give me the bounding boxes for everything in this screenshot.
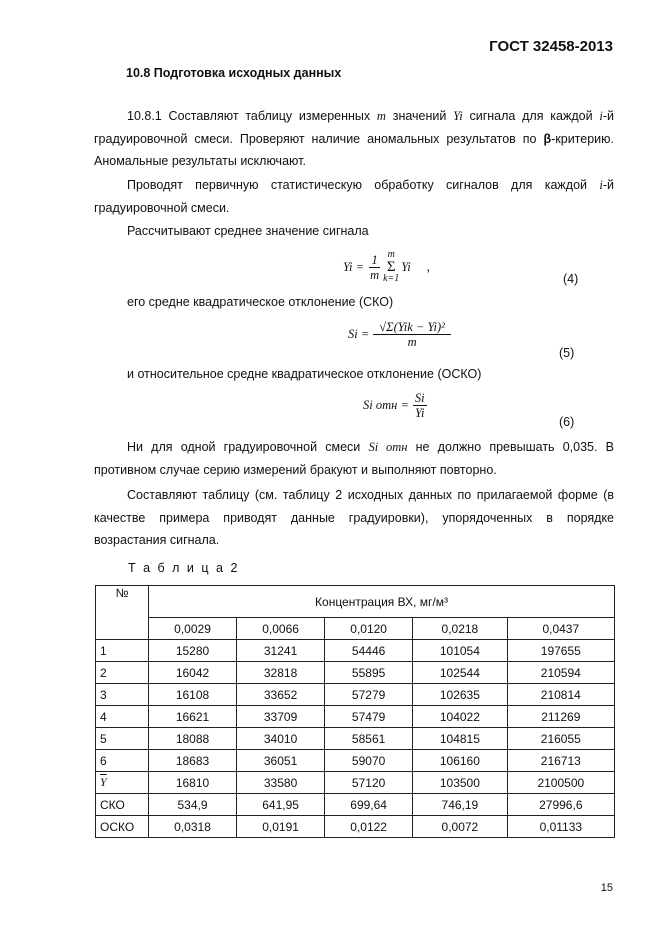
row-label: 2 bbox=[96, 662, 149, 684]
section-title: 10.8 Подготовка исходных данных bbox=[126, 66, 342, 80]
table-cell: 32818 bbox=[237, 662, 325, 684]
standard-number: ГОСТ 32458-2013 bbox=[489, 38, 613, 55]
paragraph-osko: и относительное средне квадратическое отклонение (ОСКО) bbox=[127, 367, 482, 381]
table-cell: 0,0072 bbox=[413, 816, 507, 838]
eq6-denominator: Yi bbox=[415, 406, 425, 420]
table-cell: 103500 bbox=[413, 772, 507, 794]
table-cell: 216055 bbox=[507, 728, 614, 750]
table-cell: 55895 bbox=[325, 662, 413, 684]
math-si-otn: Si отн bbox=[368, 440, 408, 454]
eq5-numerator: √Σ(Yik − Yi)² bbox=[373, 320, 451, 335]
text-run: 10.8.1 Составляют таблицу измеренных bbox=[127, 109, 377, 123]
eq4-sum-top: m bbox=[387, 249, 395, 260]
math-beta: β bbox=[543, 131, 552, 146]
table-cell: 216713 bbox=[507, 750, 614, 772]
eq6-fraction bbox=[413, 391, 427, 420]
table-cell: 104815 bbox=[413, 728, 507, 750]
column-header: 0,0120 bbox=[325, 618, 413, 640]
equation-6 bbox=[363, 391, 427, 420]
table-row-osko bbox=[96, 816, 615, 838]
table-cell: 104022 bbox=[413, 706, 507, 728]
text-run: Ни для одной градуировочной смеси bbox=[127, 440, 369, 454]
table-cell: 31241 bbox=[237, 640, 325, 662]
table-row-mean bbox=[96, 772, 615, 794]
table-cell: 33652 bbox=[237, 684, 325, 706]
eq4-numerator: 1 bbox=[371, 252, 378, 267]
column-header: 0,0029 bbox=[149, 618, 237, 640]
eq6-lhs: Si отн = bbox=[363, 398, 409, 412]
text-run: Составляют таблицу (см. таблицу 2 исходных данных по прилагаемой форме (в качестве примера приводят данные градуировки), упорядоченных в порядке возрастания сигнала. bbox=[94, 488, 614, 547]
text-run: -й градуировочной смеси. bbox=[94, 178, 614, 215]
paragraph-rejection bbox=[94, 436, 614, 481]
equation-number-6: (6) bbox=[559, 415, 575, 429]
table-cell: 16108 bbox=[149, 684, 237, 706]
eq4-sum bbox=[383, 250, 399, 284]
table-cell: 16042 bbox=[149, 662, 237, 684]
equation-number-4: (4) bbox=[563, 272, 579, 286]
table-cell: 699,64 bbox=[325, 794, 413, 816]
row-label: $\overline{Y}$ bbox=[96, 772, 149, 794]
table-cell: 34010 bbox=[237, 728, 325, 750]
table-concentration-row bbox=[96, 618, 615, 640]
column-header: 0,0218 bbox=[413, 618, 507, 640]
text-run: сигнала для каждой bbox=[462, 109, 600, 123]
equation-number-5: (5) bbox=[559, 346, 575, 360]
table-row bbox=[96, 684, 615, 706]
table-cell: 0,0122 bbox=[325, 816, 413, 838]
row-label: СКО bbox=[96, 794, 149, 816]
table-cell: 54446 bbox=[325, 640, 413, 662]
table-corner: № bbox=[96, 586, 149, 640]
table-caption: Т а б л и ц а 2 bbox=[128, 561, 240, 575]
table-cell: 102635 bbox=[413, 684, 507, 706]
table-cell: 18683 bbox=[149, 750, 237, 772]
table-cell: 0,0318 bbox=[149, 816, 237, 838]
paragraph-primary-processing bbox=[94, 174, 614, 219]
sum-symbol: Σ bbox=[386, 259, 396, 275]
table-cell: 0,0191 bbox=[237, 816, 325, 838]
calibration-table bbox=[95, 585, 615, 838]
table-cell: 33580 bbox=[237, 772, 325, 794]
table-cell: 57120 bbox=[325, 772, 413, 794]
table-row bbox=[96, 662, 615, 684]
table-cell: 15280 bbox=[149, 640, 237, 662]
math-m: m bbox=[376, 109, 386, 123]
column-header: 0,0066 bbox=[237, 618, 325, 640]
row-label: 3 bbox=[96, 684, 149, 706]
table-cell: 57479 bbox=[325, 706, 413, 728]
eq5-denominator: m bbox=[407, 335, 417, 349]
paragraph-mean: Рассчитывают среднее значение сигнала bbox=[127, 224, 369, 238]
table-cell: 210814 bbox=[507, 684, 614, 706]
table-cell: 33709 bbox=[237, 706, 325, 728]
equation-5 bbox=[348, 320, 451, 349]
eq5-lhs: Si = bbox=[348, 327, 370, 341]
table-cell: 18088 bbox=[149, 728, 237, 750]
table-cell: 534,9 bbox=[149, 794, 237, 816]
eq4-denominator: m bbox=[370, 267, 380, 282]
row-label: ОСКО bbox=[96, 816, 149, 838]
row-label: 1 bbox=[96, 640, 149, 662]
table-cell: 36051 bbox=[237, 750, 325, 772]
math-i: i bbox=[599, 109, 603, 123]
eq5-fraction bbox=[373, 320, 451, 349]
equation-4 bbox=[343, 250, 430, 284]
row-label: 5 bbox=[96, 728, 149, 750]
table-cell: 27996,6 bbox=[507, 794, 614, 816]
paragraph-10-8-1 bbox=[94, 105, 614, 173]
table-header-row bbox=[96, 586, 615, 618]
table-group-header: Концентрация ВХ, мг/м³ bbox=[149, 586, 615, 618]
eq4-lhs: Yi = bbox=[343, 259, 365, 274]
table-row bbox=[96, 728, 615, 750]
table-cell: 102544 bbox=[413, 662, 507, 684]
table-cell: 746,19 bbox=[413, 794, 507, 816]
table-row bbox=[96, 706, 615, 728]
math-i: i bbox=[599, 178, 603, 192]
table-cell: 210594 bbox=[507, 662, 614, 684]
paragraph-sko: его средне квадратическое отклонение (СКО) bbox=[127, 295, 394, 309]
text-run: не должно превышать 0,035. В противном случае серию измерений бракуют и выполняют повторно. bbox=[94, 440, 614, 477]
text-run: -й градуировочной смеси. Проверяют наличие аномальных результатов по bbox=[94, 109, 614, 146]
table-cell: 16810 bbox=[149, 772, 237, 794]
table-row-sko bbox=[96, 794, 615, 816]
page-number: 15 bbox=[600, 882, 613, 894]
text-run: -критерию. Аномальные результаты исключают. bbox=[94, 131, 614, 168]
table-cell: 0,01133 bbox=[507, 816, 614, 838]
eq4-sum-bottom: k=1 bbox=[383, 273, 400, 284]
eq4-term: Yi bbox=[401, 259, 411, 274]
table-cell: 2100500 bbox=[507, 772, 614, 794]
table-cell: 59070 bbox=[325, 750, 413, 772]
text-run: Проводят первичную статистическую обработку сигналов для каждой bbox=[127, 178, 600, 192]
table-cell: 101054 bbox=[413, 640, 507, 662]
table-cell: 106160 bbox=[413, 750, 507, 772]
table-row bbox=[96, 640, 615, 662]
eq4-fraction bbox=[368, 253, 381, 282]
table-cell: 57279 bbox=[325, 684, 413, 706]
table-cell: 16621 bbox=[149, 706, 237, 728]
row-label: 4 bbox=[96, 706, 149, 728]
table-cell: 197655 bbox=[507, 640, 614, 662]
table-cell: 641,95 bbox=[237, 794, 325, 816]
eq6-numerator: Si bbox=[414, 391, 425, 405]
text-run: значений bbox=[385, 109, 454, 123]
table-cell: 58561 bbox=[325, 728, 413, 750]
table-cell: 211269 bbox=[507, 706, 614, 728]
math-yi: Yi bbox=[453, 109, 463, 123]
paragraph-table-intro bbox=[94, 484, 614, 552]
eq4-comma: , bbox=[426, 259, 430, 274]
table-row bbox=[96, 750, 615, 772]
row-label: 6 bbox=[96, 750, 149, 772]
column-header: 0,0437 bbox=[507, 618, 614, 640]
